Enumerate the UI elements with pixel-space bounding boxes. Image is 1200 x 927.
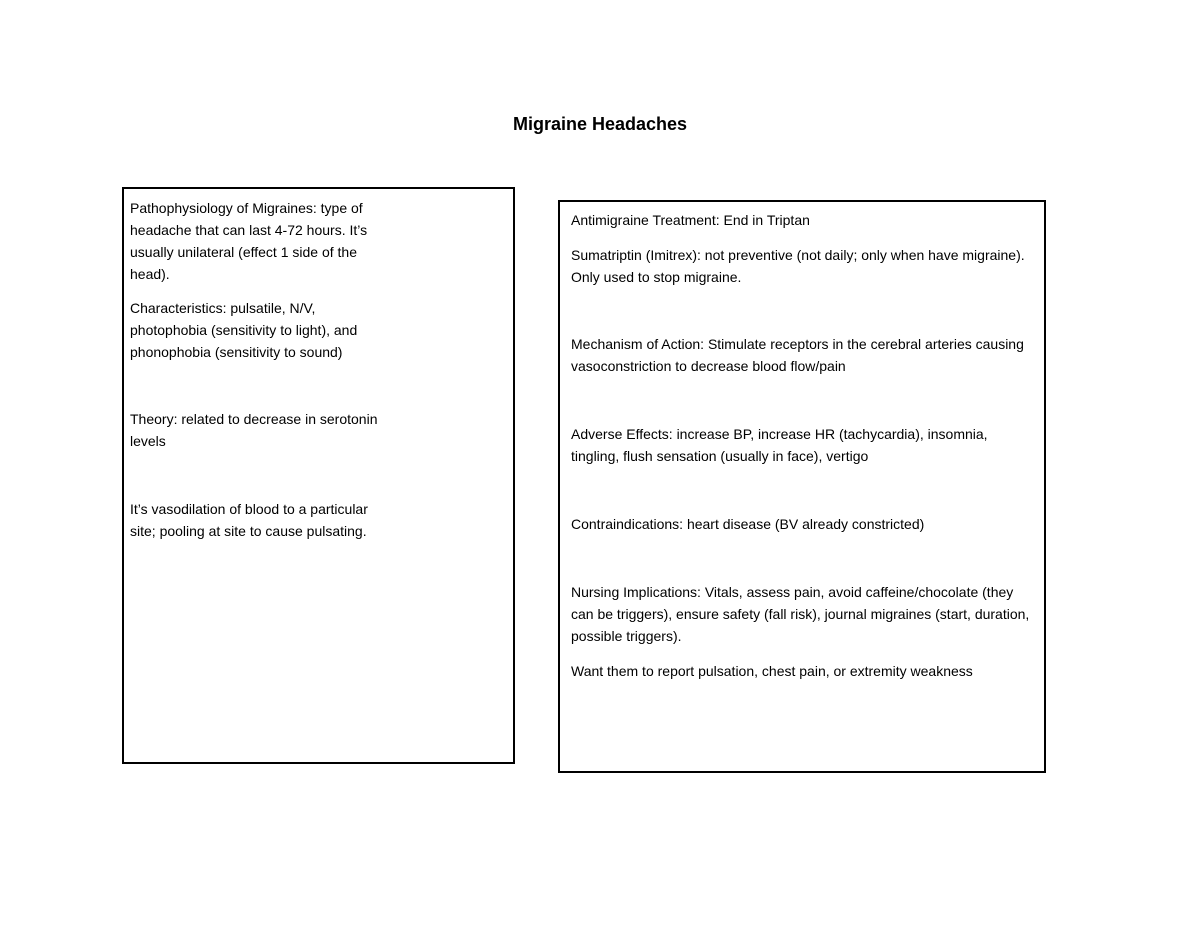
pathophysiology-box [122, 187, 515, 764]
sumatriptan-paragraph: Sumatriptin (Imitrex): not preventive (not daily; only when have migraine). Only used to stop migraine. [571, 247, 1025, 285]
treatment-heading: Antimigraine Treatment: End in Triptan [571, 212, 810, 228]
page-title: Migraine Headaches [512, 114, 688, 134]
pathophysiology-paragraph: Pathophysiology of Migraines: type of headache that can last 4-72 hours. It’s usually unilateral (effect 1 side of the head). [130, 200, 368, 282]
treatment-box [558, 200, 1046, 773]
contraindications-paragraph: Contraindications: heart disease (BV already constricted) [571, 516, 925, 532]
mechanism-paragraph: Mechanism of Action: Stimulate receptors in the cerebral arteries causing vasoconstriction to decrease blood flow/pain [571, 336, 1024, 374]
nursing-implications-paragraph: Nursing Implications: Vitals, assess pain, avoid caffeine/chocolate (they can be triggers), ensure safety (fall risk), journal migraines (start, duration, possible triggers). [571, 584, 1030, 644]
theory-paragraph: Theory: related to decrease in serotonin levels [130, 411, 378, 449]
vasodilation-paragraph: It’s vasodilation of blood to a particular site; pooling at site to cause pulsating. [130, 501, 368, 539]
report-symptoms-paragraph: Want them to report pulsation, chest pain, or extremity weakness [571, 663, 973, 679]
adverse-effects-paragraph: Adverse Effects: increase BP, increase HR (tachycardia), insomnia, tingling, flush sensation (usually in face), vertigo [571, 426, 988, 464]
characteristics-paragraph: Characteristics: pulsatile, N/V, photophobia (sensitivity to light), and phonophobia (sensitivity to sound) [130, 300, 358, 360]
